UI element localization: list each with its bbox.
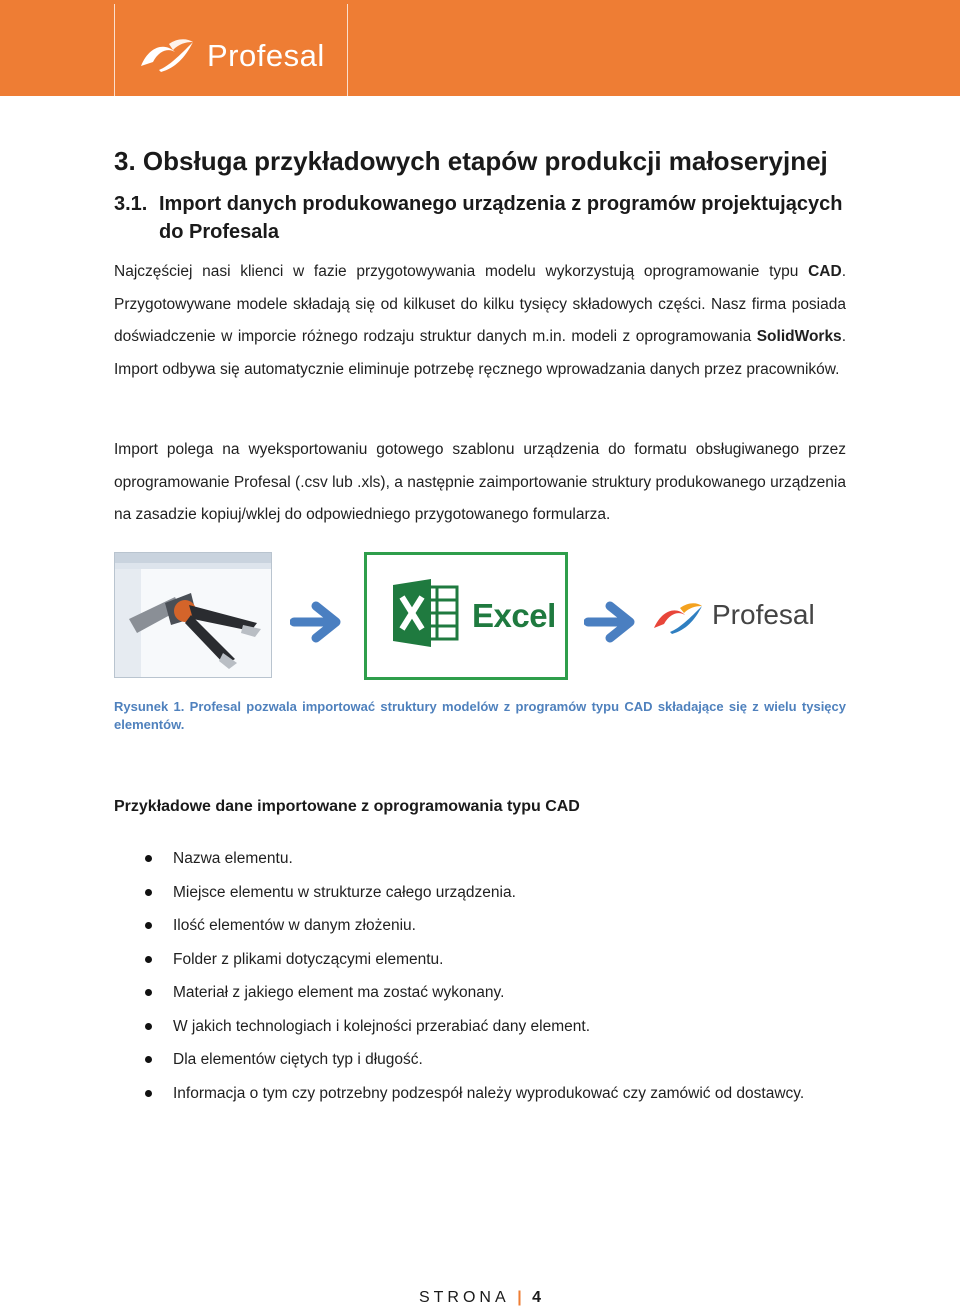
brand-name: Profesal [207,38,325,73]
list-item [114,909,854,943]
excel-label: Excel [472,597,556,634]
import-figure [114,552,846,682]
list-heading: Przykładowe dane importowane z oprogramowania typu CAD [114,798,580,815]
footer-separator: | [517,1289,524,1306]
list-item-text: Materiał z jakiego element ma zostać wykonany. [173,984,505,1001]
list-item-text: Ilość elementów w danym złożeniu. [173,917,416,934]
list-item-text: Informacja o tym czy potrzebny podzespół należy wyprodukować czy zamówić od dostawcy. [173,1084,805,1102]
list-item [114,976,854,1010]
bullet-icon [145,1090,152,1097]
list-item [114,1077,854,1111]
intro-paragraph [114,256,846,387]
bullet-icon [145,889,152,896]
subsection-title-line2: do Profesala [159,221,280,243]
profesal-logo-icon [652,600,704,636]
subsection-title-line1: Import danych produkowanego urządzenia z programów projektujących [159,193,843,215]
list-item [114,943,854,977]
section-heading: 3. Obsługa przykładowych etapów produkcji małoseryjnej [114,146,828,176]
bullet-icon [145,855,152,862]
bullet-icon [145,1056,152,1063]
list-item-text: Miejsce elementu w strukturze całego urządzenia. [173,883,516,901]
intro-text-3: . Import odbywa się automatycznie eliminuje potrzebę ręcznego wprowadzania danych przez pracowników. [114,328,846,379]
excel-logo [364,552,568,680]
cad-screenshot [114,552,272,678]
list-item-text: Dla elementów ciętych typ i długość. [173,1051,423,1068]
excel-icon [393,579,459,647]
list-item-text: W jakich technologiach i kolejności przerabiać dany element. [173,1017,590,1035]
bullet-icon [145,989,152,996]
brand-logo [114,4,348,96]
profesal-label: Profesal [712,599,815,630]
list-item [114,1043,854,1077]
subsection-heading [114,190,854,246]
figure-caption: Rysunek 1. Profesal pozwala importować struktury modelów z programów typu CAD składające się z wielu tysięcy elementów. [114,699,846,732]
intro-bold-solidworks: SolidWorks [756,328,842,346]
page-footer [0,1289,960,1307]
list-item [114,876,854,910]
subsection-number: 3.1. [114,193,148,215]
intro-text-2: . Przygotowywane modele składają się od kilkuset do kilku tysięcy składowych części. Nasz firma posiada doświadczenie w imporcie różnego rodzaju struktur danych m.in. modeli z oprogramowania [114,263,846,346]
import-paragraph: Import polega na wyeksportowaniu gotowego szablonu urządzenia do formatu obsługiwanego przez oprogramowanie Profesal (.csv lub .xls), a następnie zaimportowanie struktury produkowanego urządzenia na zasadzie kopiuj/wklej do odpowiedniego przygotowanego formularza. [114,441,846,524]
arrow-right-icon [290,600,350,644]
list-item [114,842,854,876]
page-header [0,0,960,96]
bullet-icon [145,1023,152,1030]
list-item-text: Folder z plikami dotyczącymi elementu. [173,950,444,968]
bullet-icon [145,922,152,929]
bullet-icon [145,956,152,963]
intro-bold-cad: CAD [808,263,842,280]
list-item [114,1010,854,1044]
arrow-right-icon [584,600,644,644]
cad-data-list [114,842,854,1110]
page-number: 4 [532,1289,542,1306]
intro-text-1: Najczęściej nasi klienci w fazie przygotowywania modelu wykorzystują oprogramowanie typu [114,263,809,280]
list-item-text: Nazwa elementu. [173,850,293,867]
footer-label: STRONA [418,1289,509,1306]
cad-model-image [115,553,271,677]
profesal-logo-icon [139,36,195,74]
